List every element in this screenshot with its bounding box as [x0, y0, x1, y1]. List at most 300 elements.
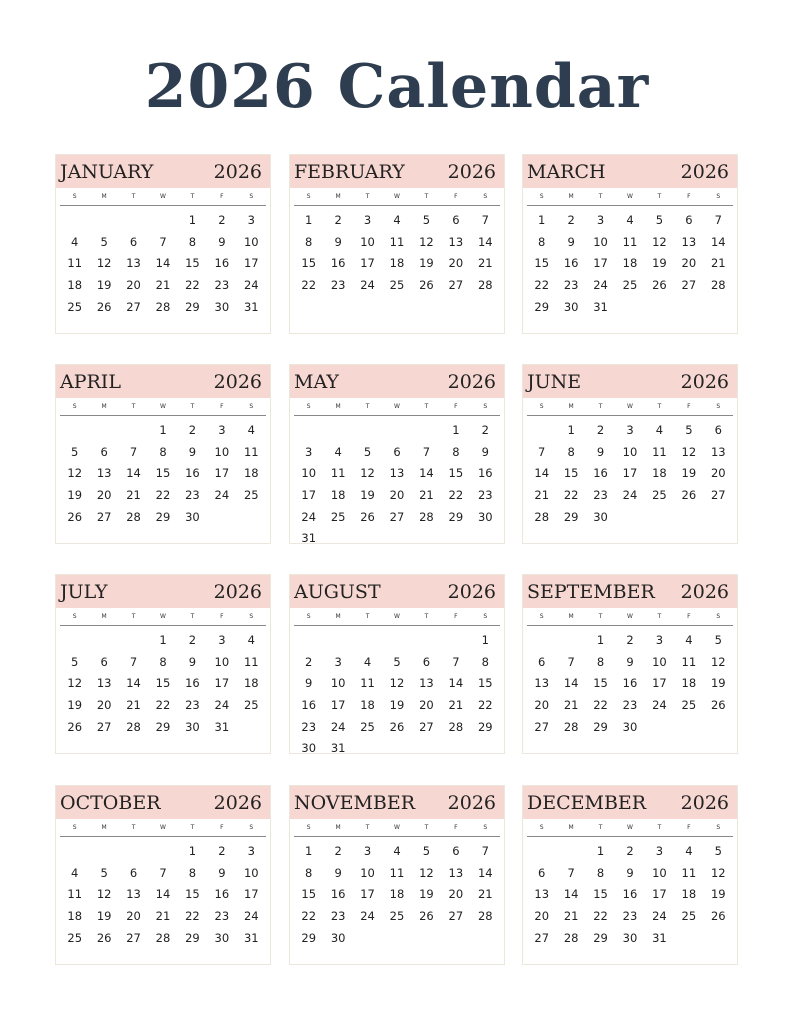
day-cell: 16 [185, 676, 200, 691]
day-cell: 4 [247, 633, 255, 647]
day-cell: 14 [477, 865, 493, 880]
day-cell: 20 [419, 698, 434, 713]
day-cell: 27 [710, 488, 726, 503]
day-cell: 15 [534, 256, 550, 271]
weekday-label: F [454, 824, 458, 831]
day-cell: 21 [448, 698, 464, 713]
day-cell: 16 [622, 887, 638, 902]
day-cell: 23 [563, 278, 579, 293]
day-cell: 5 [363, 444, 372, 459]
weekday-row [527, 398, 733, 416]
day-cell: 19 [710, 676, 726, 691]
day-cell: 7 [129, 654, 138, 669]
day-cell: 16 [185, 466, 200, 481]
weekday-label: T [657, 824, 662, 831]
weekday-label: S [539, 403, 544, 410]
day-cell: 28 [419, 509, 434, 524]
day-cell: 7 [481, 844, 489, 858]
day-cell: 7 [567, 865, 575, 880]
day-cell: 6 [538, 865, 546, 880]
day-cell: 2 [334, 844, 342, 858]
day-cell: 19 [67, 488, 83, 503]
month-card-july [55, 574, 271, 754]
day-cell: 11 [243, 444, 259, 459]
day-cell: 18 [622, 256, 638, 271]
day-cell: 15 [563, 466, 579, 481]
day-cell: 1 [159, 633, 167, 647]
day-cell: 19 [360, 488, 375, 503]
day-cell: 15 [593, 887, 608, 902]
day-cell: 29 [593, 930, 608, 945]
day-cell: 17 [652, 676, 667, 691]
day-cell: 7 [159, 234, 167, 249]
weekday-label: W [394, 613, 400, 620]
weekday-label: M [335, 613, 341, 620]
weekday-label: M [101, 193, 107, 200]
day-cell: 29 [301, 930, 317, 945]
day-cell: 18 [243, 676, 259, 691]
day-cell: 12 [96, 256, 112, 271]
weekday-label: T [598, 613, 603, 620]
day-cell: 28 [126, 509, 141, 524]
weekday-row [294, 188, 500, 206]
weekday-label: W [394, 193, 400, 200]
weekday-row [60, 398, 266, 416]
month-year: 2026 [213, 791, 262, 814]
day-cell: 2 [567, 213, 575, 227]
weekday-label: S [72, 193, 77, 200]
day-cell: 2 [188, 633, 197, 647]
weekday-label: T [598, 824, 603, 831]
day-cell: 10 [243, 234, 259, 249]
day-cell: 27 [534, 719, 550, 734]
day-cell: 15 [301, 887, 317, 902]
day-cell: 17 [330, 698, 346, 713]
day-cell: 24 [652, 698, 667, 713]
day-cell: 30 [622, 930, 638, 945]
weekday-label: F [220, 824, 224, 831]
empty-day [60, 210, 89, 232]
day-cell: 31 [243, 930, 259, 945]
day-cell: 8 [305, 865, 313, 880]
weekday-label: S [483, 824, 488, 831]
day-grid [527, 630, 733, 738]
day-cell: 17 [360, 256, 375, 271]
day-cell: 18 [389, 256, 405, 271]
empty-day [294, 420, 323, 442]
weekday-label: S [72, 403, 77, 410]
day-cell: 31 [652, 930, 667, 945]
day-cell: 21 [419, 488, 434, 503]
day-cell: 8 [159, 654, 167, 669]
day-cell: 18 [652, 466, 667, 481]
day-cell: 25 [243, 698, 259, 713]
empty-day [60, 630, 89, 652]
day-cell: 26 [652, 278, 667, 293]
weekday-label: S [539, 613, 544, 620]
day-cell: 8 [596, 654, 605, 669]
weekday-label: W [627, 824, 633, 831]
day-cell: 2 [305, 654, 313, 669]
day-cell: 11 [681, 654, 697, 669]
day-cell: 12 [681, 444, 697, 459]
day-cell: 27 [96, 509, 112, 524]
weekday-label: W [394, 403, 400, 410]
day-cell: 25 [652, 488, 667, 503]
day-cell: 20 [534, 698, 550, 713]
day-cell: 19 [96, 909, 112, 924]
day-cell: 24 [243, 278, 259, 293]
day-cell: 14 [710, 234, 726, 249]
day-cell: 30 [622, 719, 638, 734]
day-cell: 29 [185, 299, 200, 314]
month-name: AUGUST [294, 580, 381, 603]
empty-day [119, 420, 148, 442]
day-grid [527, 210, 733, 318]
day-cell: 24 [360, 278, 375, 293]
day-cell: 6 [452, 844, 460, 858]
empty-day [323, 630, 352, 652]
weekday-label: S [249, 193, 254, 200]
day-cell: 25 [681, 909, 697, 924]
day-cell: 22 [185, 909, 200, 924]
day-cell: 13 [534, 887, 550, 902]
day-cell: 28 [155, 299, 171, 314]
day-cell: 26 [96, 930, 112, 945]
day-cell: 4 [655, 423, 664, 437]
day-cell: 14 [563, 676, 579, 691]
day-cell: 27 [534, 930, 550, 945]
weekday-label: T [424, 613, 429, 620]
day-cell: 25 [67, 930, 83, 945]
day-cell: 1 [305, 844, 313, 858]
day-cell: 1 [188, 844, 197, 858]
day-cell: 4 [247, 423, 255, 437]
day-cell: 14 [419, 466, 434, 481]
day-cell: 11 [652, 444, 667, 459]
month-year: 2026 [680, 791, 729, 814]
day-cell: 16 [330, 256, 346, 271]
day-cell: 26 [96, 299, 112, 314]
empty-day [119, 630, 148, 652]
day-cell: 14 [155, 256, 171, 271]
day-cell: 3 [247, 213, 255, 227]
day-cell: 15 [448, 466, 464, 481]
day-cell: 6 [714, 423, 722, 437]
day-cell: 11 [67, 256, 83, 271]
weekday-label: T [657, 403, 662, 410]
day-cell: 2 [334, 213, 342, 227]
day-cell: 9 [626, 654, 634, 669]
day-cell: 2 [218, 844, 226, 858]
day-cell: 5 [71, 654, 79, 669]
weekday-label: S [483, 613, 488, 620]
month-name: APRIL [60, 370, 121, 393]
empty-day [89, 841, 118, 863]
day-cell: 18 [389, 887, 405, 902]
day-cell: 18 [67, 278, 83, 293]
day-cell: 21 [155, 909, 171, 924]
day-cell: 11 [330, 466, 346, 481]
empty-day [60, 841, 89, 863]
empty-day [412, 420, 441, 442]
day-cell: 15 [185, 887, 200, 902]
month-card-february [289, 154, 505, 334]
weekday-label: M [101, 824, 107, 831]
day-cell: 10 [593, 234, 608, 249]
day-cell: 2 [626, 633, 634, 647]
weekday-label: F [454, 403, 458, 410]
day-cell: 11 [389, 865, 405, 880]
weekday-label: F [220, 403, 224, 410]
weekday-row [60, 608, 266, 626]
day-cell: 18 [681, 676, 697, 691]
weekday-row [527, 608, 733, 626]
day-cell: 3 [363, 844, 372, 858]
day-cell: 1 [452, 423, 460, 437]
day-cell: 15 [477, 676, 493, 691]
day-cell: 20 [710, 466, 726, 481]
empty-day [89, 630, 118, 652]
month-name: JUNE [527, 370, 582, 393]
day-cell: 4 [363, 654, 372, 669]
day-cell: 29 [448, 509, 464, 524]
day-grid [60, 210, 266, 318]
weekday-label: M [568, 403, 574, 410]
day-cell: 1 [596, 633, 605, 647]
weekday-label: T [598, 193, 603, 200]
day-cell: 11 [681, 865, 697, 880]
day-cell: 5 [393, 654, 401, 669]
weekday-label: M [568, 613, 574, 620]
day-cell: 13 [389, 466, 405, 481]
day-cell: 19 [681, 466, 697, 481]
month-year: 2026 [447, 160, 496, 183]
day-cell: 30 [593, 509, 608, 524]
weekday-label: S [539, 824, 544, 831]
day-cell: 28 [477, 278, 493, 293]
empty-day [556, 841, 585, 863]
day-grid [294, 420, 500, 550]
day-cell: 31 [593, 299, 608, 314]
day-cell: 8 [452, 444, 460, 459]
day-cell: 5 [685, 423, 693, 437]
day-cell: 21 [155, 278, 171, 293]
day-cell: 20 [448, 887, 464, 902]
weekday-label: T [424, 824, 429, 831]
empty-day [441, 630, 470, 652]
day-cell: 31 [301, 531, 317, 546]
day-cell: 26 [710, 909, 726, 924]
month-card-november [289, 785, 505, 965]
day-grid [60, 420, 266, 528]
day-cell: 10 [652, 865, 667, 880]
weekday-label: M [568, 193, 574, 200]
weekday-label: S [306, 403, 311, 410]
day-cell: 23 [301, 719, 317, 734]
day-cell: 23 [622, 909, 638, 924]
day-cell: 9 [481, 444, 489, 459]
day-cell: 9 [334, 234, 342, 249]
month-header [523, 786, 737, 819]
weekday-label: S [249, 613, 254, 620]
day-cell: 4 [393, 213, 401, 227]
month-name: SEPTEMBER [527, 580, 655, 603]
day-cell: 11 [67, 887, 83, 902]
weekday-row [60, 188, 266, 206]
day-cell: 24 [301, 509, 317, 524]
weekday-label: S [716, 824, 721, 831]
day-cell: 7 [538, 444, 546, 459]
month-card-april [55, 364, 271, 544]
weekday-label: S [249, 403, 254, 410]
day-cell: 16 [622, 676, 638, 691]
day-cell: 17 [301, 488, 317, 503]
weekday-row [294, 398, 500, 416]
day-cell: 16 [214, 256, 230, 271]
day-cell: 13 [681, 234, 697, 249]
day-cell: 28 [126, 719, 141, 734]
weekday-label: F [687, 824, 691, 831]
day-cell: 10 [622, 444, 638, 459]
weekday-label: M [335, 824, 341, 831]
day-cell: 23 [185, 698, 200, 713]
weekday-label: S [716, 403, 721, 410]
day-cell: 27 [126, 299, 141, 314]
day-cell: 11 [360, 676, 375, 691]
day-cell: 24 [652, 909, 667, 924]
day-cell: 7 [159, 865, 167, 880]
day-cell: 8 [188, 865, 197, 880]
day-cell: 14 [155, 887, 171, 902]
day-cell: 7 [567, 654, 575, 669]
month-name: JANUARY [60, 160, 154, 183]
month-header [56, 155, 270, 188]
day-cell: 16 [563, 256, 579, 271]
day-cell: 4 [334, 444, 342, 459]
weekday-label: M [335, 193, 341, 200]
weekday-label: S [249, 824, 254, 831]
month-header [290, 155, 504, 188]
day-cell: 22 [448, 488, 464, 503]
weekday-label: F [687, 193, 691, 200]
day-cell: 23 [330, 278, 346, 293]
day-cell: 22 [593, 698, 608, 713]
weekday-label: S [306, 824, 311, 831]
month-name: MAY [294, 370, 339, 393]
day-cell: 5 [655, 213, 664, 227]
month-card-december [522, 785, 738, 965]
day-cell: 10 [330, 676, 346, 691]
day-cell: 6 [393, 444, 401, 459]
day-cell: 22 [534, 278, 550, 293]
day-grid [294, 630, 500, 760]
day-cell: 7 [422, 444, 431, 459]
day-cell: 28 [155, 930, 171, 945]
day-cell: 2 [626, 844, 634, 858]
empty-day [556, 630, 585, 652]
day-cell: 16 [330, 887, 346, 902]
day-cell: 8 [305, 234, 313, 249]
day-cell: 20 [126, 909, 141, 924]
day-cell: 9 [334, 865, 342, 880]
weekday-label: F [687, 403, 691, 410]
day-cell: 24 [593, 278, 608, 293]
day-cell: 25 [67, 299, 83, 314]
day-cell: 26 [67, 719, 83, 734]
day-cell: 25 [243, 488, 259, 503]
day-cell: 28 [448, 719, 464, 734]
day-cell: 29 [563, 509, 579, 524]
day-cell: 24 [214, 488, 230, 503]
day-cell: 6 [129, 234, 138, 249]
day-cell: 12 [710, 865, 726, 880]
day-cell: 1 [538, 213, 546, 227]
month-name: JULY [60, 580, 108, 603]
day-cell: 20 [96, 488, 112, 503]
day-cell: 17 [214, 676, 230, 691]
day-cell: 1 [481, 633, 489, 647]
day-cell: 31 [243, 299, 259, 314]
weekday-label: F [454, 193, 458, 200]
day-cell: 2 [218, 213, 226, 227]
day-cell: 7 [714, 213, 722, 227]
day-cell: 3 [247, 844, 255, 858]
weekday-label: S [306, 193, 311, 200]
weekday-label: S [716, 193, 721, 200]
day-cell: 13 [448, 865, 464, 880]
month-year: 2026 [447, 370, 496, 393]
day-cell: 31 [330, 741, 346, 756]
month-year: 2026 [680, 580, 729, 603]
day-cell: 29 [534, 299, 550, 314]
day-cell: 30 [214, 299, 230, 314]
weekday-label: T [598, 403, 603, 410]
empty-day [323, 420, 352, 442]
day-cell: 23 [214, 278, 230, 293]
day-cell: 27 [448, 278, 464, 293]
day-cell: 8 [538, 234, 546, 249]
day-cell: 30 [185, 509, 200, 524]
day-cell: 26 [419, 909, 434, 924]
day-grid [294, 841, 500, 949]
day-cell: 1 [567, 423, 575, 437]
day-cell: 2 [596, 423, 605, 437]
day-cell: 28 [563, 719, 579, 734]
day-cell: 15 [593, 676, 608, 691]
day-cell: 22 [563, 488, 579, 503]
weekday-label: T [657, 613, 662, 620]
weekday-label: T [190, 193, 195, 200]
empty-day [148, 210, 177, 232]
day-cell: 4 [71, 865, 79, 880]
day-cell: 19 [652, 256, 667, 271]
day-cell: 30 [185, 719, 200, 734]
empty-day [382, 420, 411, 442]
day-cell: 8 [159, 444, 167, 459]
day-cell: 9 [305, 676, 313, 691]
day-cell: 23 [330, 909, 346, 924]
day-cell: 8 [567, 444, 575, 459]
day-cell: 15 [185, 256, 200, 271]
day-cell: 30 [330, 930, 346, 945]
month-header [290, 786, 504, 819]
month-year: 2026 [680, 370, 729, 393]
day-cell: 22 [185, 278, 200, 293]
day-cell: 14 [563, 887, 579, 902]
day-cell: 5 [71, 444, 79, 459]
month-name: DECEMBER [527, 791, 647, 814]
